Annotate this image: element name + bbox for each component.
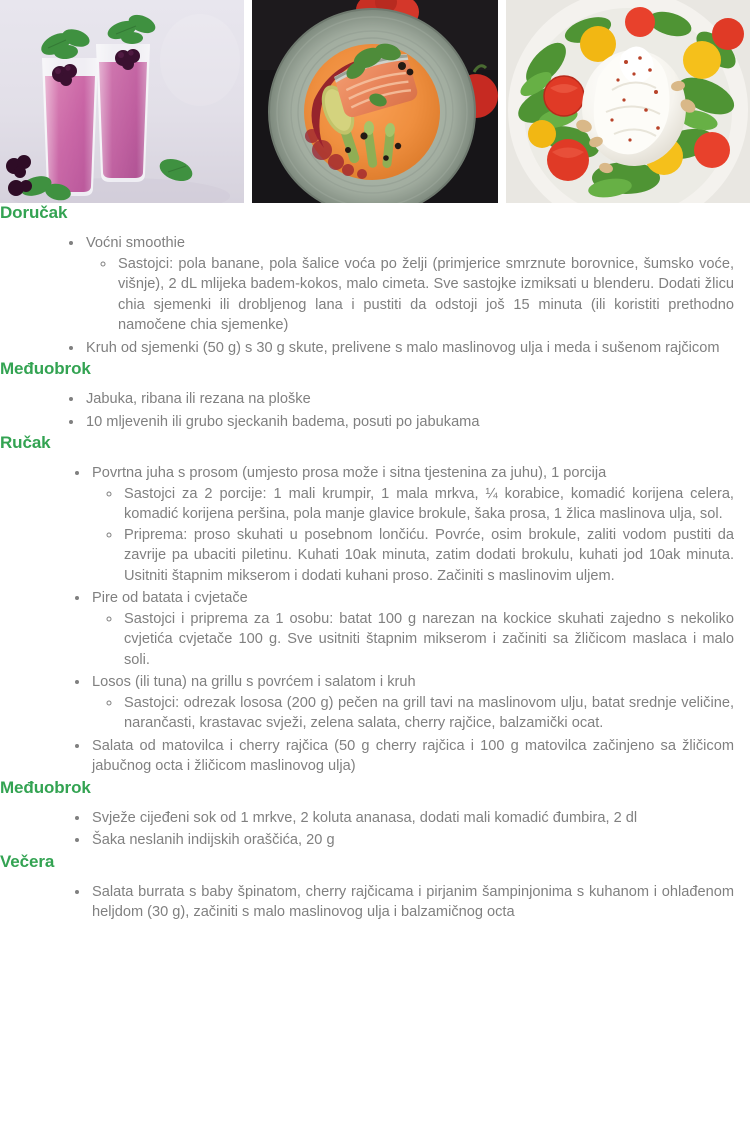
meal-plan-content (0, 203, 750, 923)
list-item (90, 881, 734, 923)
sub-list-item-text: ◦ Sastojci: pola banane, pola šalice voća po želji (primjerice smrznute borovnice, šumsko voće, višnje), 2 dL mlijeka badem-kokos, malo cimeta. Sve sastojke izmiksati u blenderu. Dodati žlicu chia sjemenki ili drobljenog lana i pustiti da odstoji još 15 minuta (ili koristiti prethodno namočene chia sjemenke) (118, 255, 734, 333)
meal-heading-meduobrok-1: Međuobrok (0, 359, 91, 378)
meal-items-rucak (0, 462, 734, 777)
list-item-text: • Kruh od sjemenki (50 g) s 30 g skute, prelivene s malo maslinovog ulja i meda i sušenom rajčicom (86, 339, 720, 356)
sub-list-item-text: ◦ Sastojci za 2 porcije: 1 mali krumpir, 1 mala mrkva, ¼ korabice, komadić korijena celera, komadić korijena peršina, pola manje glavice brokule, šaka prosa, 1 žlica maslinova ulja, sol. (124, 485, 734, 522)
sub-list-item (116, 254, 734, 336)
list-item-text: • Šaka neslanih indijskih oraščića, 20 g (92, 832, 335, 848)
list-item (90, 671, 734, 734)
list-item (84, 388, 734, 410)
meal-heading-dorucak: Doručak (0, 203, 68, 222)
list-item-text: • Jabuka, ribana ili rezana na ploške (86, 391, 311, 407)
sub-list-item-text: ◦ Sastojci i priprema za 1 osobu: batat 100 g narezan na kockice skuhati zajedno s nekoliko cvjetića cvjetače 100 g. Sve usitniti štapnim mikserom i začiniti sa žličicom maslaca i malo soli. (124, 610, 734, 668)
berry-smoothie-photo (0, 0, 244, 203)
sub-items (92, 693, 734, 734)
meal-heading-meduobrok-2: Međuobrok (0, 777, 91, 797)
list-item-text: • Svježe cijeđeni sok od 1 mrkve, 2 koluta ananasa, dodati mali komadić đumbira, 2 dl (92, 809, 638, 826)
sub-list-item-text: ◦ Priprema: proso skuhati u posebnom lončiću. Povrće, osim brokule, zaliti vodom pustiti da zavrije pa ubaciti piletinu. Kuhati 10ak minuta, zatim dodati brokulu, kuhati jod 10ak minuta. Usitniti štapnim mikserom i dodati kuhani proso. Začiniti s maslinovim uljem. (124, 526, 734, 584)
sub-list-item (122, 525, 734, 587)
meal-items-dorucak (0, 232, 734, 358)
photo-strip (0, 0, 750, 203)
list-item-text: • Losos (ili tuna) na grillu s povrćem i salatom i kruh (92, 674, 416, 690)
sub-items (92, 484, 734, 587)
list-item-text: • Salata burrata s baby špinatom, cherry rajčicama i pirjanim šampinjonima s kuhanom i ohlađenom heljdom (30 g), začiniti s malo maslinovog ulja i balzamičnog octa (92, 883, 734, 920)
list-item (84, 337, 734, 359)
burrata-salad-photo (506, 0, 750, 203)
salmon-dish-photo (252, 0, 498, 203)
list-item (90, 829, 734, 851)
list-item-text: • Voćni smoothie (86, 235, 185, 251)
sub-list-item (122, 609, 734, 671)
list-item-text: • Povrtna juha s prosom (umjesto prosa može i sitna tjestenina za juhu), 1 porcija (92, 465, 607, 481)
meal-items-vecera (0, 881, 734, 923)
list-item (90, 587, 734, 670)
list-item-text: • Pire od batata i cvjetače (92, 590, 248, 606)
list-item (90, 807, 734, 829)
meal-heading-vecera: Večera (0, 851, 55, 871)
sub-items (86, 254, 734, 336)
sub-list-item (122, 693, 734, 734)
list-item-text: • Salata od matovilca i cherry rajčica (50 g cherry rajčica i 100 g matovilca začinjeno sa žličicom jabučnog octa i žličicom maslinovog ulja) (92, 737, 734, 774)
sub-items (92, 609, 734, 671)
list-item (90, 735, 734, 777)
list-item (84, 232, 734, 336)
meal-items-meduobrok-2 (0, 807, 734, 851)
meal-heading-rucak: Ručak (0, 433, 51, 452)
meal-items-meduobrok-1 (0, 388, 734, 432)
list-item-text: • 10 mljevenih ili grubo sjeckanih badema, posuti po jabukama (86, 413, 480, 430)
sub-list-item (122, 484, 734, 525)
list-item (84, 411, 734, 433)
sub-list-item-text: ◦ Sastojci: odrezak lososa (200 g) pečen na grill tavi na maslinovom ulju, batat srednje veličine, narančasti, krastavac svježi, zelena salata, cherry rajčice, balzamički ocat. (124, 694, 734, 731)
list-item (90, 462, 734, 586)
